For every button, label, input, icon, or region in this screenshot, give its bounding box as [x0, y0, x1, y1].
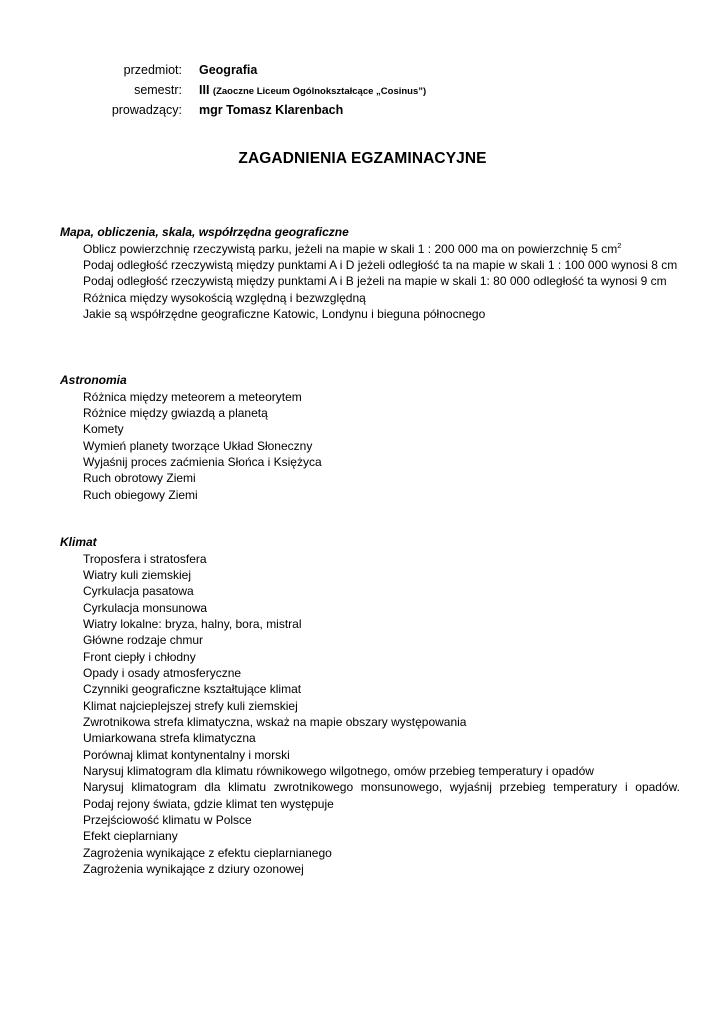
list-item: Umiarkowana strefa klimatyczna — [83, 731, 256, 746]
teacher-row — [0, 100, 725, 120]
list-item: Podaj rejony świata, gdzie klimat ten występuje — [83, 796, 334, 811]
semester-value: III — [199, 83, 210, 97]
list-item: Czynniki geograficzne kształtujące klimat — [83, 682, 302, 697]
page-title: ZAGADNIENIA EGZAMINACYJNE — [238, 150, 487, 167]
section-heading: Astronomia — [60, 373, 127, 387]
subject-label: przedmiot: — [123, 63, 182, 77]
topic-list — [60, 551, 680, 878]
list-item: Oblicz powierzchnię rzeczywistą parku, jeżeli na mapie w skali 1 : 200 000 ma on powierzchnię 5 $cm^2$ — [83, 240, 622, 256]
list-item: Cyrkulacja pasatowa — [83, 584, 194, 599]
list-item: Różnice między gwiazdą a planetą — [83, 405, 268, 420]
list-item: Wiatry kuli ziemskiej — [83, 567, 192, 582]
list-item: Przejściowość klimatu w Polsce — [83, 813, 252, 827]
superscript: 2 — [617, 240, 622, 250]
semester-school: (Zaoczne Liceum Ogólnokształcące „Cosinus”) — [212, 86, 427, 97]
list-item: Wyjaśnij proces zaćmienia Słońca i Księżyca — [83, 454, 322, 469]
section-heading: Klimat — [60, 535, 97, 549]
list-item: Jakie są współrzędne geograficzne Katowic, Londynu i bieguna północnego — [83, 306, 486, 321]
list-item: Komety — [83, 422, 124, 437]
list-item: Podaj odległość rzeczywistą między punktami A i D jeżeli odległość ta na mapie w skali 1 : 100 000 wynosi 8 cm — [83, 257, 678, 272]
list-item: Zagrożenia wynikające z efektu cieplarnianego — [83, 845, 332, 860]
topic-list — [60, 389, 680, 503]
list-item: Różnica między wysokością względną i bezwzględną — [83, 290, 366, 305]
list-item: Cyrkulacja monsunowa — [83, 600, 208, 615]
list-item: Podaj odległość rzeczywistą między punktami A i B jeżeli na mapie w skali 1: 80 000 odległość ta wynosi 9 cm — [83, 274, 667, 289]
section-climate — [60, 534, 680, 877]
list-item: Ruch obrotowy Ziemi — [83, 471, 196, 486]
list-item: Wymień planety tworzące Układ Słoneczny — [83, 438, 313, 453]
subject-row — [0, 60, 725, 80]
list-item: Narysuj klimatogram dla klimatu zwrotnikowego monsunowego, wyjaśnij przebieg temperatury i opadów. — [83, 780, 680, 795]
list-item: Wiatry lokalne: bryza, halny, bora, mistral — [83, 616, 302, 631]
teacher-value: mgr Tomasz Klarenbach — [199, 103, 344, 117]
list-item: Narysuj klimatogram dla klimatu równikowego wilgotnego, omów przebieg temperatury i opadów — [83, 763, 594, 778]
teacher-label: prowadzący: — [111, 103, 182, 117]
list-item: Troposfera i stratosfera — [83, 551, 207, 566]
semester-row — [0, 80, 725, 100]
list-item: Różnica między meteorem a meteorytem — [83, 389, 302, 404]
document-header — [0, 60, 725, 120]
list-item: Front ciepły i chłodny — [83, 649, 196, 664]
list-item: Główne rodzaje chmur — [83, 633, 204, 648]
section-heading: Mapa, obliczenia, skala, współrzędna geograficzne — [60, 225, 349, 239]
topic-list — [60, 241, 680, 323]
list-item: Zagrożenia wynikające z dziury ozonowej — [83, 862, 304, 877]
list-item: Zwrotnikowa strefa klimatyczna, wskaż na mapie obszary występowania — [83, 714, 467, 729]
list-item: Efekt cieplarniany — [83, 829, 178, 844]
semester-value-group — [199, 80, 426, 102]
subject-value: Geografia — [199, 63, 258, 77]
list-item: Opady i osady atmosferyczne — [83, 665, 242, 680]
list-item: Porównaj klimat kontynentalny i morski — [83, 747, 290, 762]
section-astronomy — [60, 372, 680, 503]
list-item: Klimat najcieplejszej strefy kuli ziemskiej — [83, 698, 298, 713]
semester-label: semestr: — [134, 83, 182, 97]
list-item: Ruch obiegowy Ziemi — [83, 487, 198, 502]
section-map — [60, 224, 680, 322]
